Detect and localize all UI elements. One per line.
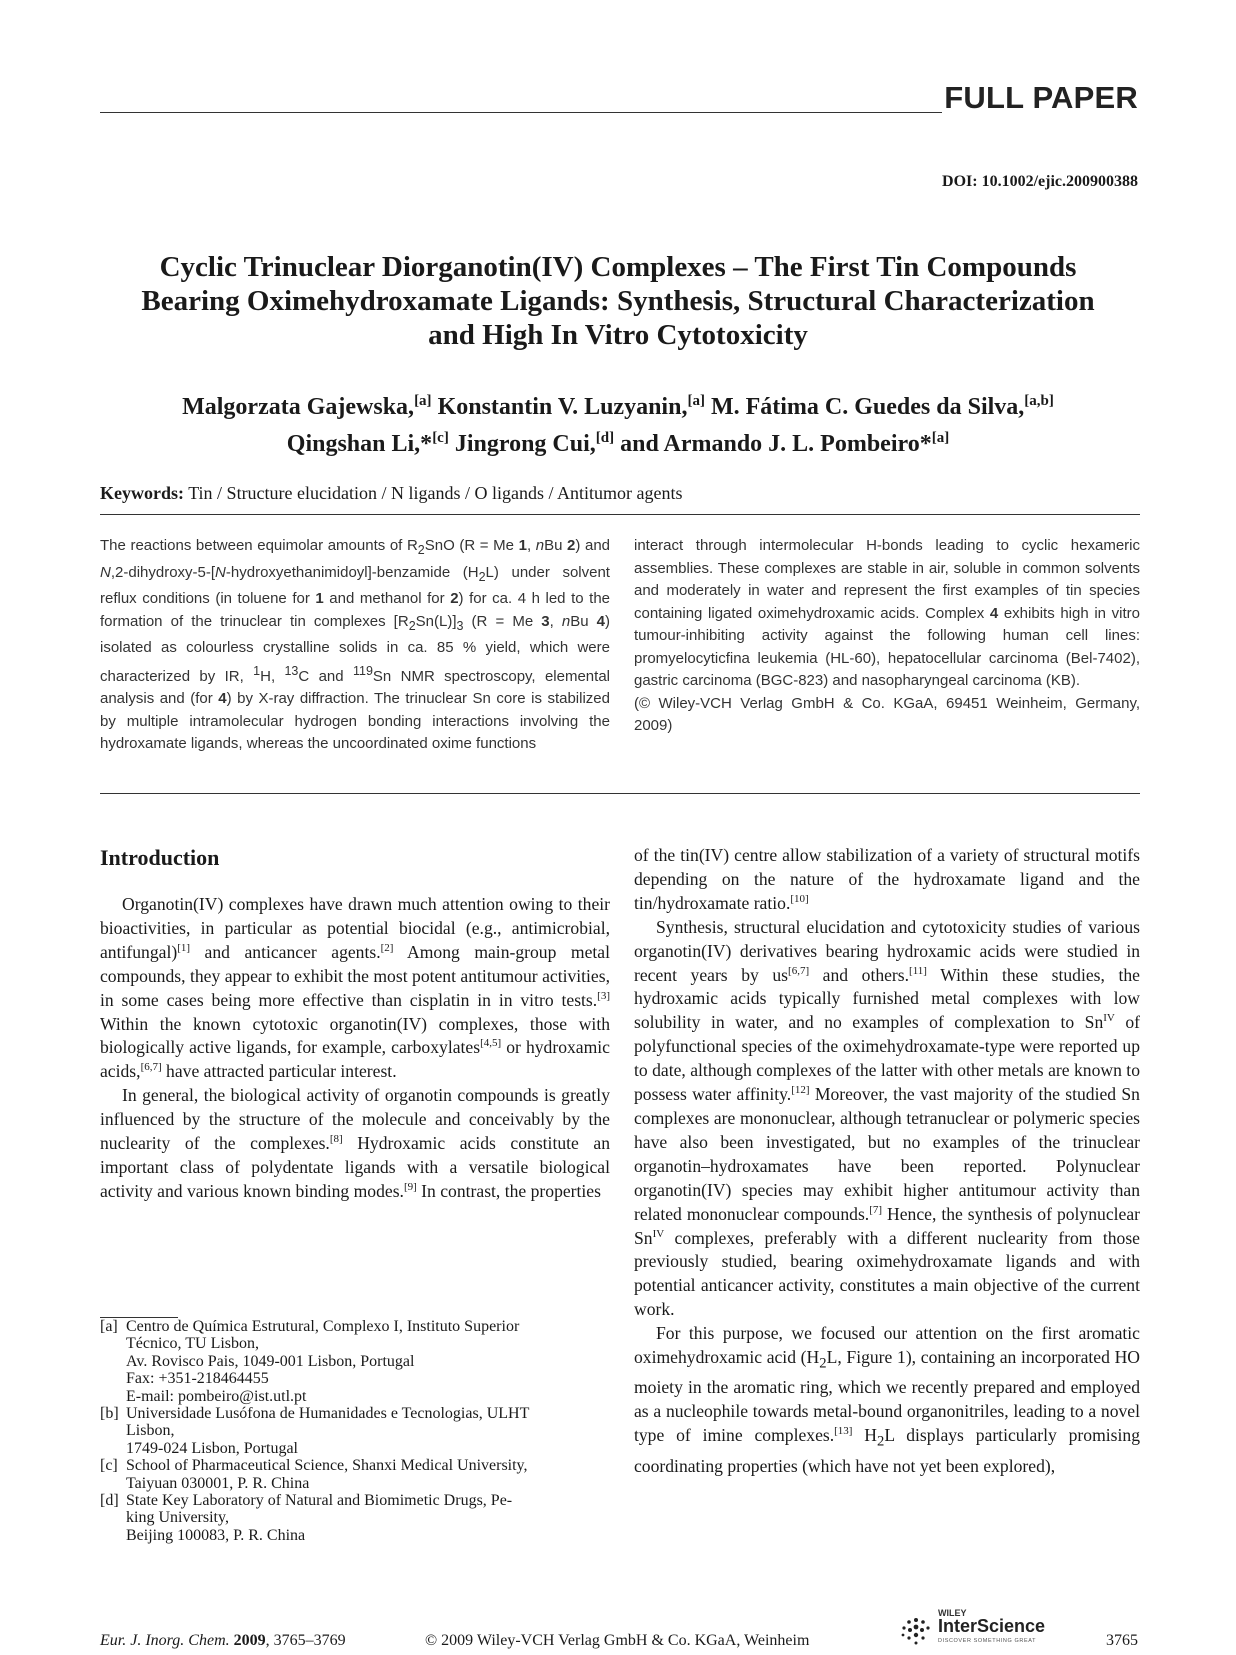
doi: DOI: 10.1002/ejic.200900388 [942,173,1138,190]
author-name: Qingshan Li,* [286,431,433,457]
affiliation: [b] Universidade Lusófona de Humanidades e Tecnologias, ULHT Lisbon, 1749-024 Lisbon, Portugal [100,1405,530,1457]
author-name: M. Fátima C. Guedes da Silva, [710,394,1025,420]
affiliation: [c] School of Pharmaceutical Science, Shanxi Medical University, Taiyuan 030001, P. R. China [100,1457,528,1492]
paragraph: Synthesis, structural elucidation and cytotoxicity studies of various organotin(IV) derivatives bearing hydroxamic acids were studied in recent years by us[6,7] and others.[11] Within these studies, the hydroxamic acids typically furnished metal complexes with low solubility in water, and no examples of complexation to $Sn^{IV}$ of polyfunctional species of the oximehydroxamate-type were reported up to date, although complexes of the latter with other metals are known to possess water affinity.[12] Moreover, the vast majority of the studied Sn complexes are mononuclear, although tetranuclear or polymeric species have also been investigated, but no examples of the trinuclear organotin–hydroxamates have been reported. Polynuclear organotin(IV) species may exhibit higher antitumour activity than related mononuclear compounds.[7] Hence, the synthesis of polynuclear $Sn^{IV}$ complexes, preferably with a different nuclearity from those previously studied, bearing oximehydroxamate ligands and with potential anticancer activity, constitutes a main objective of the current work. [634,916,1140,1320]
footer-copyright: © 2009 Wiley-VCH Verlag GmbH & Co. KGaA, Weinheim [425,1632,810,1649]
author-list [100,386,1136,460]
globe-dots-icon [900,1616,932,1648]
body-left-column [100,893,610,1204]
affiliation: [a] Centro de Química Estrutural, Complexo I, Instituto Superior Técnico, TU Lisbon, Av. Rovisco Pais, 1049-001 Lisbon, Portugal Fax: +351-218464455 E-mail: pombeiro@ist.utl.pt [100,1318,520,1405]
logo-brand: WILEY [938,1608,967,1618]
author-affiliation-mark: [d] [595,430,615,446]
citation: [7] [869,1203,883,1216]
page-number: 3765 [1106,1632,1138,1649]
title-line: and High In Vitro Cytotoxicity [428,319,808,351]
citation: [1] [177,941,191,954]
abstract-bottom-rule [100,793,1140,794]
citation: [6,7] [788,964,810,977]
paragraph: Organotin(IV) complexes have drawn much attention owing to their bioactivities, in particular as potential biocidal (e.g., antimicrobial, antifungal)[1] and anticancer agents.[2] Among main-group metal compounds, they appear to exhibit the most potent antitumour activities, in some cases being more effective than cisplatin in in vitro tests.[3] Within the known cytotoxic organotin(IV) complexes, those with biologically active ligands, for example, carboxylates[4,5] or hydroxamic acids,[6,7] have attracted particular interest. [100,894,611,1082]
abstract-right-column: interact through intermolecular H-bonds leading to cyclic hexameric assemblies. These complexes are stable in air, soluble in common solvents and moderately in water and represent the first examples of tin species containing ligated oximehydroxamic acids. Complex 4 exhibits high in vitro tumour-inhibiting activity against the following human cell lines: promyelocyticfina leukemia (HL-60), hepatocellular carcinoma (Bel-7402), gastric carcinoma (BGC-823) and nasopharyngeal carcinoma (KB). (© Wiley-VCH Verlag GmbH & Co. KGaA, 69451 Weinheim, Germany, 2009) [634,537,1140,734]
keywords-text: Tin / Structure elucidation / N ligands / O ligands / Antitumor agents [188,483,683,503]
paragraph: In general, the biological activity of organotin compounds is greatly influenced by the structure of the molecule and conceivably by the nuclearity of the complexes.[8] Hydroxamic acids constitute an important class of polydentate ligands with a versatile biological activity and various known binding modes.[9] In contrast, the properties [100,1085,610,1201]
author-name: Jingrong Cui, [454,431,596,457]
author-name: Konstantin V. Luzyanin, [437,394,688,420]
abstract-top-rule [100,514,1140,515]
citation: [9] [403,1181,417,1194]
section-label: FULL PAPER [944,80,1138,115]
author-affiliation-mark: [a] [931,430,950,446]
header-rule [100,112,942,113]
logo-name: InterScience [938,1616,1046,1636]
author-affiliation-mark: [a,b] [1024,393,1054,409]
affiliations [100,1318,610,1544]
author-affiliation-mark: [a] [687,393,705,409]
contact-email: E-mail: pombeiro@ist.utl.pt [126,1387,307,1405]
section-heading-introduction: Introduction [100,845,220,870]
citation: [11] [909,964,927,977]
citation: [10] [790,892,809,905]
paragraph: For this purpose, we focused our attention on the first aromatic oximehydroxamic acid ($H_2L$, Figure 1), containing an incorporated HO moiety in the aromatic ring, which we recently prepared and employed as a nucleophile towards metal-bound organonitriles, leading to a novel type of imine complexes.[13] $H_2L$ displays particularly promising coordinating properties (which have not yet been explored), [634,1323,1140,1476]
citation: [2] [380,941,394,954]
author-affiliation-mark: [c] [432,430,449,446]
footer-citation: Eur. J. Inorg. Chem. 2009, 3765–3769 [100,1632,346,1649]
title-line: Bearing Oximehydroxamate Ligands: Synthesis, Structural Characterization [141,285,1095,317]
citation: [4,5] [480,1037,502,1050]
interscience-logo [900,1604,1060,1648]
paragraph: of the tin(IV) centre allow stabilization of a variety of structural motifs depending on the nature of the hydroxamate ligand and the tin/hydroxamate ratio.[10] [634,845,1140,913]
body-right-column [634,844,1140,1479]
title-line: Cyclic Trinuclear Diorganotin(IV) Complexes – The First Tin Compounds [159,251,1077,283]
author-name: Malgorzata Gajewska, [182,394,415,420]
author-name: and Armando J. L. Pombeiro* [620,431,932,457]
affiliation: [d] State Key Laboratory of Natural and Biomimetic Drugs, Pe- king University, Beijing 100083, P. R. China [100,1492,513,1544]
citation: [13] [834,1425,853,1438]
logo-tagline: DISCOVER SOMETHING GREAT [938,1638,1037,1644]
citation: [6,7] [140,1061,162,1074]
keywords [100,483,1140,504]
citation: [3] [597,989,610,1002]
keywords-label: Keywords: [100,483,184,503]
citation: [12] [791,1084,810,1097]
abstract-left-column: The reactions between equimolar amounts of $R_2SnO$ (R = Me 1, nBu 2) and N,2-dihydroxy-5-[N-hydroxyethanimidoyl]-benzamide $(H_2L)$ under solvent reflux conditions (in toluene for 1 and methanol for 2) for ca. 4 h led to the formation of the trinuclear tin complexes $[R_2Sn(L)]_3$ (R = Me 3, nBu 4) isolated as colourless crystalline solids in ca. 85 % yield, which were characterized by IR, $^1$H, $^{13}$C and $^{119}$Sn NMR spectroscopy, elemental analysis and (for 4) by X-ray diffraction. The trinuclear Sn core is stabilized by multiple intramolecular hydrogen bonding interactions involving the hydroxamate ligands, whereas the uncoordinated oxime functions [100,537,611,752]
article-title [100,250,1136,352]
citation: [8] [329,1133,343,1146]
abstract-copyright: (© Wiley-VCH Verlag GmbH & Co. KGaA, 69451 Weinheim, Germany, 2009) [634,694,1140,734]
author-affiliation-mark: [a] [414,393,432,409]
